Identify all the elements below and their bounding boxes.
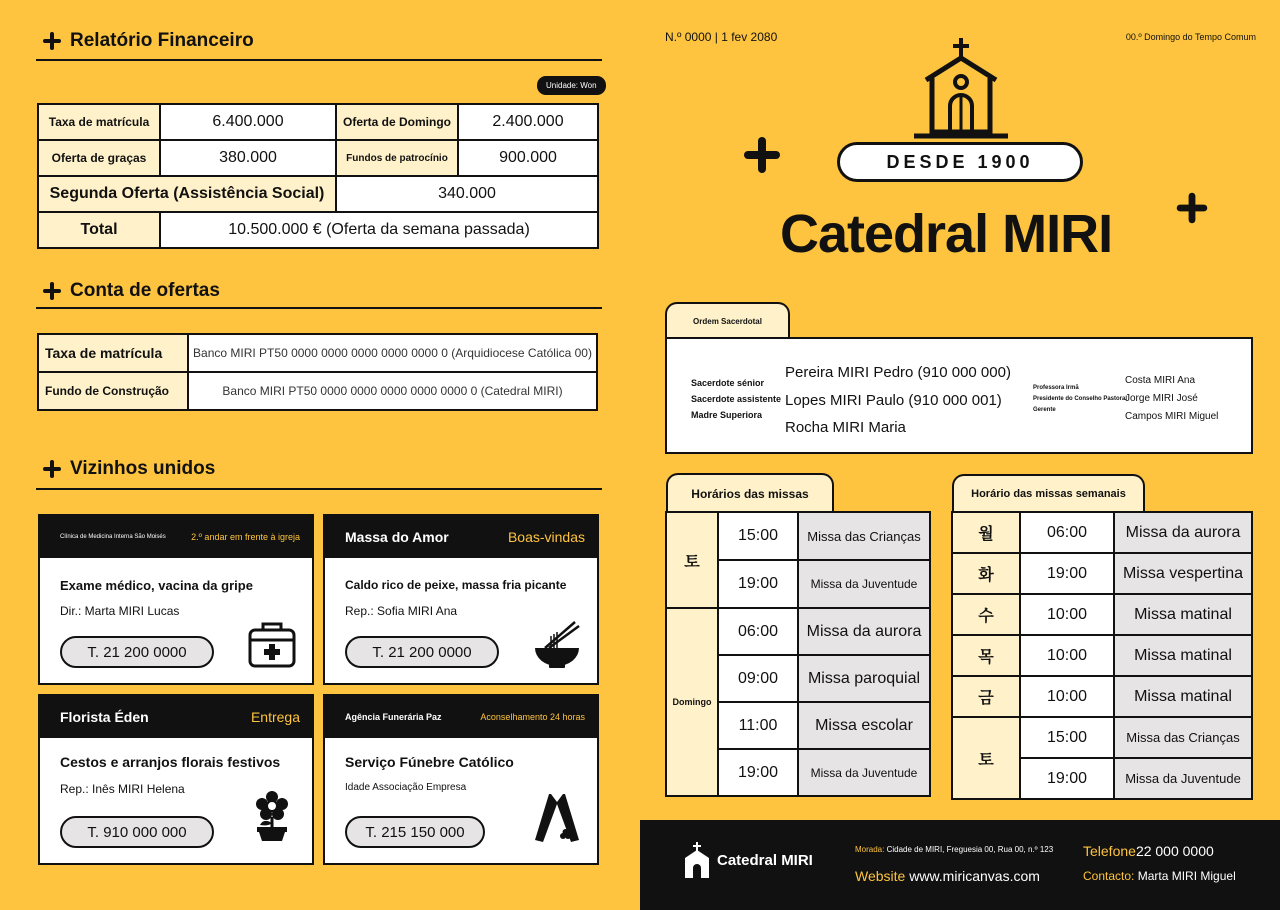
footer-address: Morada: Cidade de MIRI, Freguesia 00, Rua 00, n.º 123 (855, 845, 1054, 854)
mass-name-cell: Missa das Crianças (798, 512, 930, 560)
mass-name-cell: Missa escolar (798, 702, 930, 749)
card-representative: Rep.: Sofia MIRI Ana (345, 604, 458, 618)
table-cell-label: Fundos de patrocínio (336, 140, 458, 176)
mass-name-cell: Missa vespertina (1114, 553, 1252, 594)
clergy-role: Professora Irmã (1033, 385, 1079, 391)
day-cell: 화 (952, 553, 1020, 594)
table-row (952, 676, 1252, 717)
issue-number: N.º 0000 | 1 fev 2080 (665, 30, 778, 44)
cross-icon (1175, 191, 1209, 225)
card-name: Massa do Amor (345, 529, 449, 545)
clergy-box (665, 337, 1253, 454)
table-row (952, 512, 1252, 553)
clergy-role: Gerente (1033, 407, 1056, 413)
footer-phone: Telefone22 000 0000 (1083, 843, 1214, 859)
table-row (38, 212, 598, 248)
card-representative: Rep.: Inês MIRI Helena (60, 782, 185, 796)
clergy-name: Lopes MIRI Paulo (910 000 001) (785, 391, 1002, 409)
accounts-table (37, 333, 598, 411)
liturgical-sunday: 00.º Domingo do Tempo Comum (1125, 32, 1256, 42)
day-cell: 수 (952, 594, 1020, 635)
card-header (40, 696, 312, 738)
neighbor-card-florist (38, 694, 314, 865)
divider (36, 307, 602, 309)
card-tag: Entrega (250, 709, 300, 725)
table-row (38, 334, 597, 372)
mass-name-cell: Missa das Crianças (1114, 717, 1252, 758)
cross-icon (42, 459, 62, 479)
time-cell: 11:00 (718, 702, 798, 749)
table-cell-value: 900.000 (458, 140, 598, 176)
clergy-roles-secondary (1033, 383, 1127, 416)
phone-pill[interactable]: T. 215 150 000 (345, 816, 485, 848)
time-cell: 19:00 (1020, 758, 1114, 799)
total-value: 10.500.000 € (Oferta da semana passada) (160, 212, 598, 248)
neighbor-card-funeral (323, 694, 599, 865)
account-value: Banco MIRI PT50 0000 0000 0000 0000 0000 0 (Arquidiocese Católica 00) (188, 334, 597, 372)
time-cell: 15:00 (1020, 717, 1114, 758)
table-cell-label: Taxa de matrícula (38, 104, 160, 140)
medical-kit-icon (246, 618, 298, 670)
clergy-role: Sacerdote assistente (691, 394, 782, 404)
card-tag: 2.º andar em frente à igreja (191, 532, 300, 542)
phone-pill[interactable]: T. 21 200 0000 (345, 636, 499, 668)
church-icon (912, 36, 1010, 144)
card-description: Serviço Fúnebre Católico (345, 754, 514, 770)
clergy-role: Sacerdote sénior (691, 378, 765, 388)
account-value: Banco MIRI PT50 0000 0000 0000 0000 0000 0 (Catedral MIRI) (188, 372, 597, 410)
cross-icon (742, 135, 782, 175)
footer-contact: Contacto: Marta MIRI Miguel (1083, 869, 1236, 883)
neighbor-card-clinic (38, 514, 314, 685)
footer (640, 820, 1280, 910)
table-row (952, 594, 1252, 635)
card-description: Cestos e arranjos florais festivos (60, 754, 281, 770)
church-small-icon (685, 842, 709, 878)
phone-pill[interactable]: T. 910 000 000 (60, 816, 214, 848)
card-tag: Aconselhamento 24 horas (480, 712, 585, 722)
table-cell-value: 380.000 (160, 140, 336, 176)
card-name: Florista Éden (60, 709, 149, 725)
time-cell: 09:00 (718, 655, 798, 702)
table-cell-value: 340.000 (336, 176, 598, 212)
clergy-name: Costa MIRI Ana (1125, 375, 1196, 386)
card-representative: Idade Associação Empresa (345, 782, 467, 793)
clergy-names (785, 359, 1011, 442)
time-cell: 19:00 (1020, 553, 1114, 594)
card-name: Agência Funerária Paz (345, 712, 442, 722)
table-row (38, 176, 598, 212)
mass-name-cell: Missa da Juventude (798, 749, 930, 796)
mass-name-cell: Missa da Juventude (1114, 758, 1252, 799)
mass-name-cell: Missa da aurora (798, 608, 930, 655)
mass-name-cell: Missa matinal (1114, 635, 1252, 676)
time-cell: 15:00 (718, 512, 798, 560)
time-cell: 19:00 (718, 749, 798, 796)
funeral-ribbon-icon (531, 792, 583, 844)
card-description: Exame médico, vacina da gripe (60, 578, 253, 593)
card-header (40, 516, 312, 558)
table-cell-label: Oferta de Domingo (336, 104, 458, 140)
clergy-name: Campos MIRI Miguel (1125, 411, 1219, 422)
day-cell: Domingo (666, 608, 718, 796)
footer-church-name: Catedral MIRI (717, 852, 813, 869)
day-cell: 목 (952, 635, 1020, 676)
noodle-bowl-icon (531, 618, 583, 670)
time-cell: 10:00 (1020, 676, 1114, 717)
total-label: Total (38, 212, 160, 248)
financial-title: Relatório Financeiro (42, 30, 254, 52)
cross-icon (42, 281, 62, 301)
phone-pill[interactable]: T. 21 200 0000 (60, 636, 214, 668)
table-row (952, 635, 1252, 676)
time-cell: 10:00 (1020, 594, 1114, 635)
account-label: Taxa de matrícula (38, 334, 188, 372)
clergy-role: Madre Superiora (691, 410, 763, 420)
day-cell: 금 (952, 676, 1020, 717)
mass-name-cell: Missa matinal (1114, 676, 1252, 717)
table-row (952, 717, 1252, 758)
clergy-name: Rocha MIRI Maria (785, 419, 906, 436)
time-cell: 06:00 (718, 608, 798, 655)
clergy-names-secondary (1125, 372, 1218, 426)
clergy-name: Jorge MIRI José (1125, 393, 1198, 404)
day-cell: 토 (666, 512, 718, 608)
clergy-role: Presidente do Conselho Pastoral (1033, 396, 1128, 402)
table-row (666, 512, 930, 560)
card-header (325, 516, 597, 558)
table-cell-label: Segunda Oferta (Assistência Social) (38, 176, 336, 212)
time-cell: 06:00 (1020, 512, 1114, 553)
mass-name-cell: Missa da Juventude (798, 560, 930, 608)
card-description: Caldo rico de peixe, massa fria picante (345, 578, 567, 592)
table-row (38, 140, 598, 176)
clergy-roles (691, 375, 781, 423)
neighbors-title: Vizinhos unidos (42, 458, 215, 480)
card-representative: Dir.: Marta MIRI Lucas (60, 604, 180, 618)
weekly-masses-table (951, 511, 1253, 800)
unit-badge: Unidade: Won (537, 76, 606, 95)
table-cell-value: 6.400.000 (160, 104, 336, 140)
table-row (38, 104, 598, 140)
financial-table (37, 103, 599, 249)
table-row (666, 608, 930, 655)
table-row (38, 372, 597, 410)
time-cell: 10:00 (1020, 635, 1114, 676)
time-cell: 19:00 (718, 560, 798, 608)
account-label: Fundo de Construção (38, 372, 188, 410)
church-name: Catedral MIRI (780, 204, 1113, 264)
card-header (325, 696, 597, 738)
card-tag: Boas-vindas (507, 529, 585, 545)
flower-pot-icon (246, 784, 298, 846)
mass-name-cell: Missa paroquial (798, 655, 930, 702)
cross-icon (42, 31, 62, 51)
card-name: Clínica de Medicina Interna São Moisés (60, 534, 166, 540)
day-cell: 월 (952, 512, 1020, 553)
tab-weekly-masses: Horário das missas semanais (952, 474, 1145, 512)
clergy-name: Pereira MIRI Pedro (910 000 000) (785, 364, 1011, 381)
day-cell: 토 (952, 717, 1020, 799)
footer-website[interactable]: Website www.miricanvas.com (855, 868, 1040, 884)
divider (36, 488, 602, 490)
divider (36, 59, 602, 61)
mass-name-cell: Missa da aurora (1114, 512, 1252, 553)
tab-mass-times: Horários das missas (666, 473, 834, 512)
since-badge: DESDE 1900 (837, 142, 1083, 182)
table-row (952, 553, 1252, 594)
mass-times-table (665, 511, 931, 797)
table-cell-label: Oferta de graças (38, 140, 160, 176)
table-cell-value: 2.400.000 (458, 104, 598, 140)
neighbor-card-restaurant (323, 514, 599, 685)
mass-name-cell: Missa matinal (1114, 594, 1252, 635)
accounts-title: Conta de ofertas (42, 280, 220, 302)
tab-clergy: Ordem Sacerdotal (665, 302, 790, 338)
